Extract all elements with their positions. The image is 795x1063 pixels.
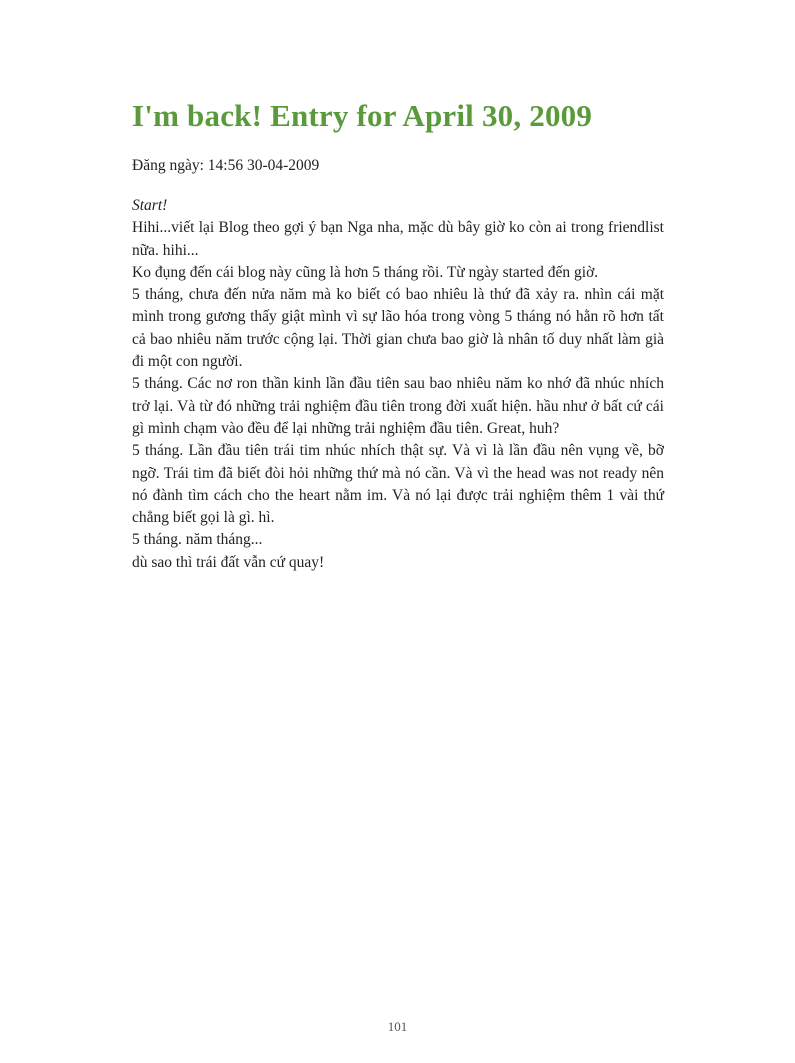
post-paragraph: Hihi...viết lại Blog theo gợi ý bạn Nga nha, mặc dù bây giờ ko còn ai trong friendlist nữa. hihi...	[132, 219, 664, 259]
post-date: Đăng ngày: 14:56 30-04-2009	[132, 157, 320, 174]
post-paragraph: 5 tháng. Lần đầu tiên trái tim nhúc nhích thật sự. Và vì là lần đầu nên vụng về, bỡ ngỡ. Trái tim đã biết đòi hỏi những thứ mà nó cần. Và vì the head was not ready nên nó đành tìm cách cho the heart nằm im. Và nó lại được trải nghiệm thêm 1 vài thứ chẳng biết gọi là gì. hì.	[132, 442, 664, 527]
post-paragraph: 5 tháng. năm tháng...	[132, 531, 263, 549]
page-number: 101	[387, 1019, 408, 1034]
post-body	[132, 195, 664, 574]
post-paragraph: Ko đụng đến cái blog này cũng là hơn 5 tháng rồi. Từ ngày started đến giờ.	[132, 263, 599, 281]
post-paragraph: 5 tháng, chưa đến nửa năm mà ko biết có bao nhiêu là thứ đã xảy ra. nhìn cái mặt mình trong gương thấy giật mình vì sự lão hóa trong vòng 5 tháng nó hằn rõ hơn tất cả bao nhiêu năm trước cộng lại. Thời gian chưa bao giờ là nhân tố duy nhất làm già đi một con người.	[132, 286, 664, 371]
page-title: I'm back! Entry for April 30, 2009	[132, 98, 593, 133]
post-paragraph: 5 tháng. Các nơ ron thần kinh lần đầu tiên sau bao nhiêu năm ko nhớ đã nhúc nhích trở lại. Và từ đó những trải nghiệm đầu tiên trong đời xuất hiện. hầu như ở bất cứ cái gì mình chạm vào đều để lại những trải nghiệm đầu tiên. Great, huh?	[132, 375, 664, 437]
post-paragraph: Start!	[132, 197, 168, 214]
post-paragraph: dù sao thì trái đất vẫn cứ quay!	[132, 553, 325, 571]
